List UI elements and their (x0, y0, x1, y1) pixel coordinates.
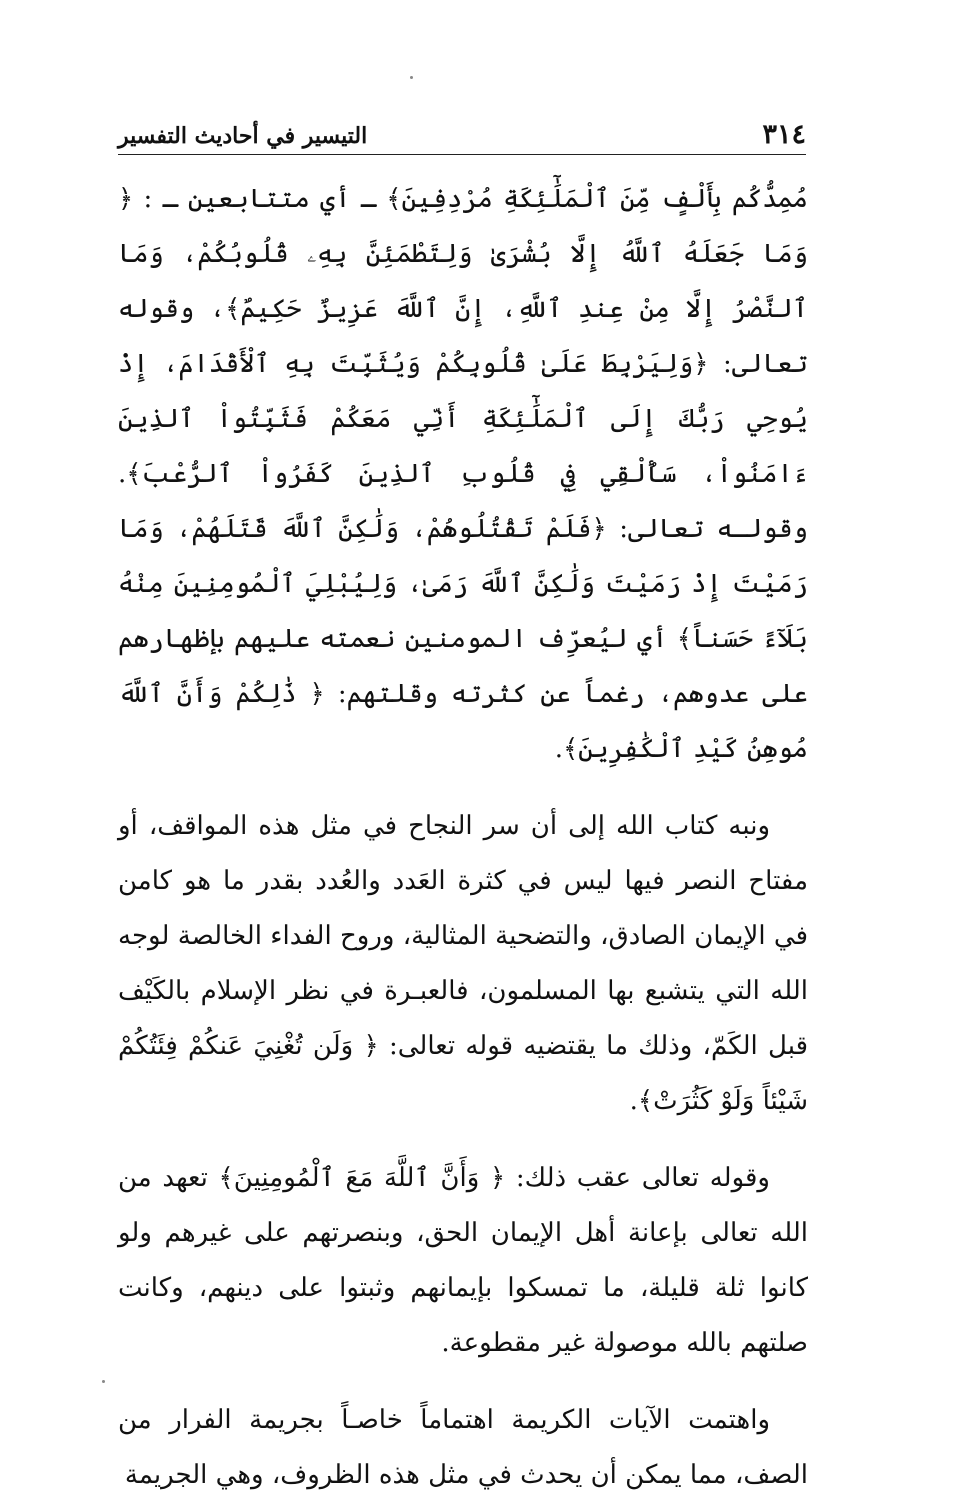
page-number: ٣١٤ (762, 119, 806, 150)
book-title: التيسير في أحاديث التفسير (118, 123, 368, 149)
running-header (118, 118, 806, 155)
paragraph-fleeing-the-ranks: واهتمت الآيات الكريمة اهتماماً خاصـاً بجريمة الفرار من الصف، مما يمكن أن يحدث في مثل هذه الظروف، وهي الجريمة (118, 1405, 808, 1490)
page-body (118, 172, 808, 1503)
paragraph-verses: مُمِدُّكُم بِأَلْفٍ مِّنَ ٱلْمَلَٰٓئِكَةِ مُرْدِفِينَ﴾ ـ أي متتابعين ـ : ﴿ وَمَا جَعَلَهُ ٱللَّهُ إِلَّا بُشْرَىٰ وَلِتَطْمَئِنَّ بِهِۦ قُلُوبُكُمْ، وَمَا ٱلنَّصْرُ إِلَّا مِنْ عِندِ ٱللَّهِ، إِنَّ ٱللَّهَ عَزِيزٌ حَكِيمٌ﴾، وقوله تعالى: ﴿وَلِيَرْبِطَ عَلَىٰ قُلُوبِكُمْ وَيُثَبِّتَ بِهِ ٱلْأَقْدَامَ، إِذْ يُوحِي رَبُّكَ إِلَى ٱلْمَلَٰٓئِكَةِ أَنِّي مَعَكُمْ فَثَبِّتُواْ ٱلذِينَ ءَامَنُواْ، سَأُلْقِي فِي قُلُوبِ ٱلذِينَ كَفَرُواْ ٱلرُّعْبَ﴾. وقولـه تعالى: ﴿فَلَمْ تَقْتُلُوهُمْ، وَلَٰكِنَّ ٱللَّهَ قَتَلَهُمْ، وَمَا رَمَيْتَ إِذْ رَمَيْتَ وَلَٰكِنَّ ٱللَّهَ رَمَىٰ، وَلِيُبْلِيَ ٱلْمُومِنِينَ مِنْهُ بَلَآءً حَسَناً﴾ أي ليُعرِّف المومنين نعمته عليهم بإظهارهم على عدوهم، رغماً عن كثرته وقلتهم: ﴿ ذَٰلِكُمْ وَأَنَّ ٱللَّهَ مُوهِنُ كَيْدِ ٱلْكَٰفِرِينَ﴾. (118, 184, 808, 764)
scan-speck (410, 76, 413, 79)
paragraph-god-with-believers: وقوله تعالى عقب ذلك: ﴿ وَأَنَّ ٱللَّهَ مَعَ ٱلْمُومِنِينَ﴾ تعهد من الله تعالى بإعانة أهل الإيمان الحق، وبنصرتهم على غيرهم ولو كانوا ثلة قليلة، ما تمسكوا بإيمانهم وثبتوا على دينهم، وكانت صلتهم بالله موصولة غير مقطوعة. (118, 1163, 808, 1358)
scan-speck (102, 1380, 105, 1383)
paragraph-secret-of-victory: ونبه كتاب الله إلى أن سر النجاح في مثل هذه المواقف، أو مفتاح النصر فيها ليس في كثرة العَدد والعُدد بقدر ما هو كامن في الإيمان الصادق، والتضحية المثالية، وروح الفداء الخالصة لوجه الله التي يتشبع بها المسلمون، فالعبـرة في نظر الإسلام بالكَيْف قبل الكَمّ، وذلك ما يقتضيه قوله تعالى: ﴿ وَلَن تُغْنِيَ عَنكُمْ فِئَتُكُمْ شَيْئاً وَلَوْ كَثُرَتْ﴾. (118, 811, 808, 1116)
